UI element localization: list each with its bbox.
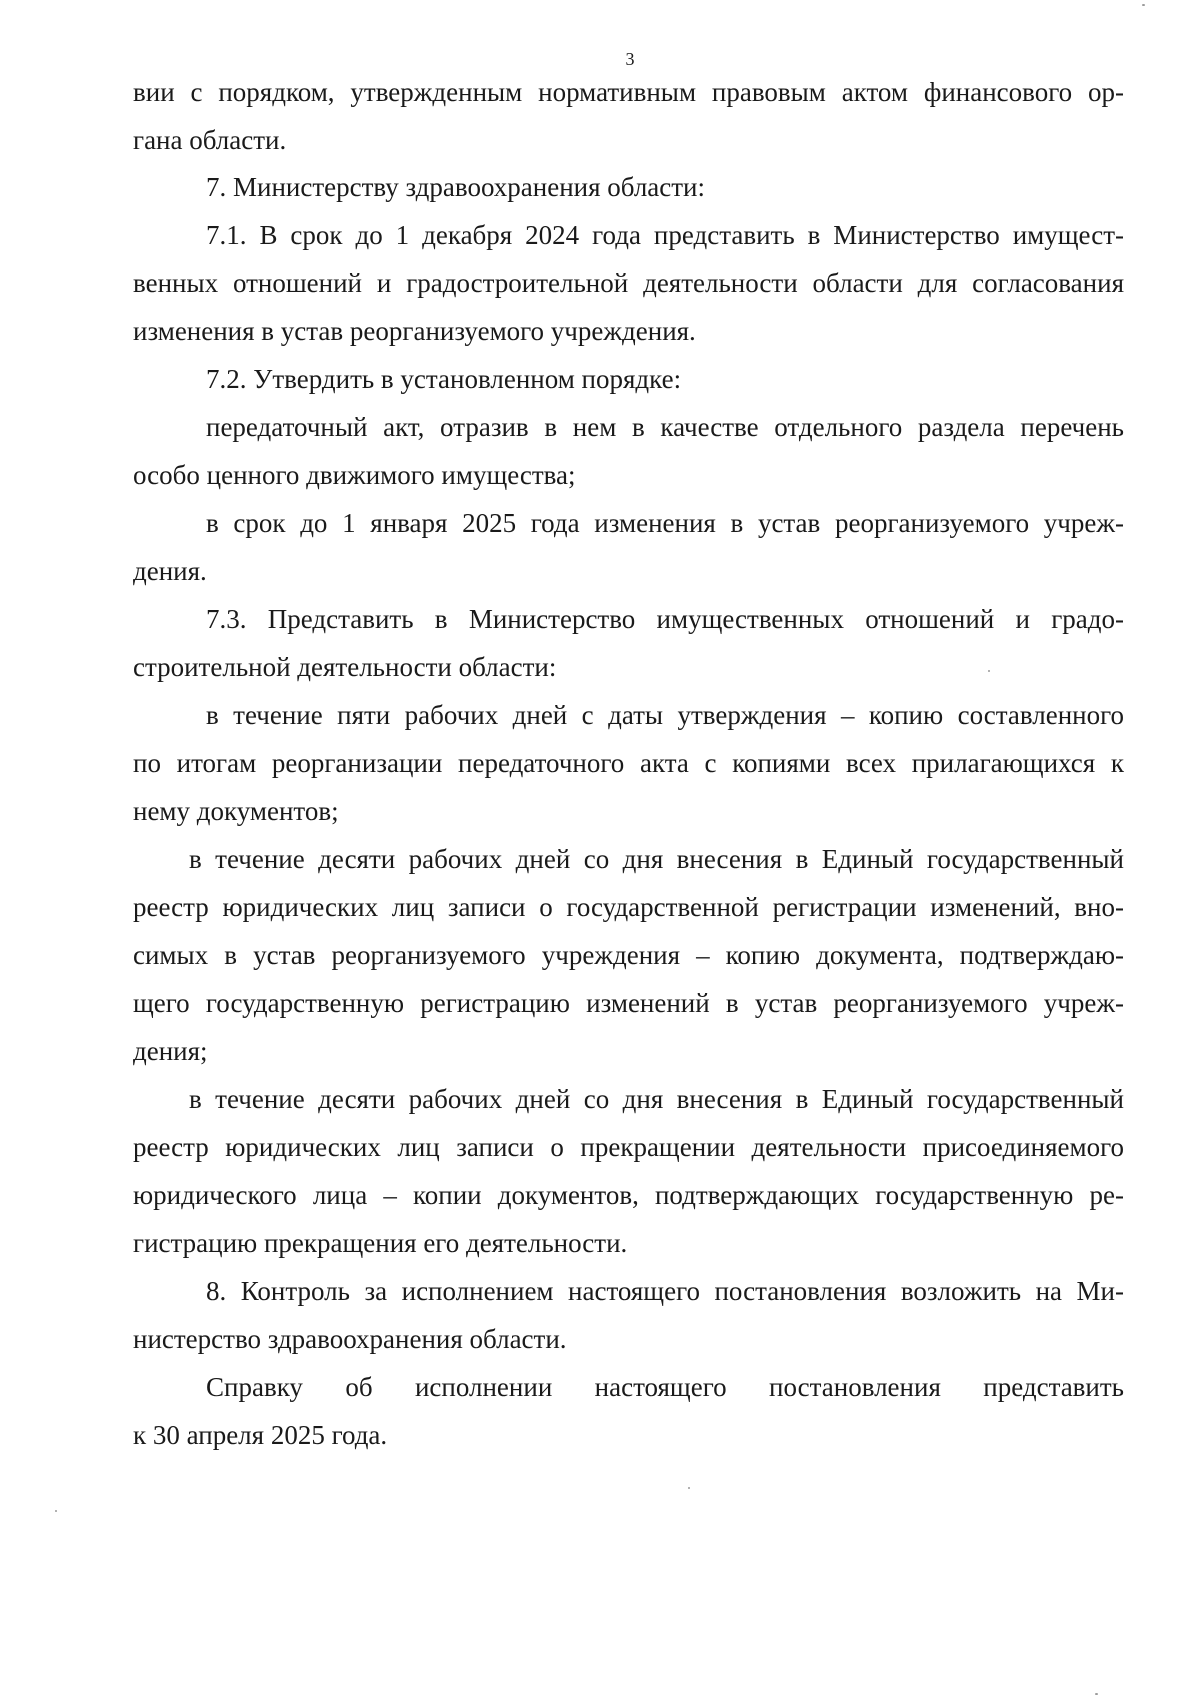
text-line: в срок до 1 января 2025 года изменения в устав реорганизуемого учреж- bbox=[206, 508, 1124, 538]
scan-speck bbox=[55, 1510, 57, 1512]
scan-speck bbox=[1142, 4, 1145, 6]
scan-speck bbox=[688, 1487, 690, 1489]
text-line: вии с порядком, утвержденным нормативным правовым актом финансового ор- bbox=[133, 77, 1124, 107]
text-line: гана области. bbox=[133, 125, 287, 155]
text-line: передаточный акт, отразив в нем в качестве отдельного раздела перечень bbox=[206, 412, 1124, 442]
scan-speck bbox=[1095, 1693, 1098, 1695]
text-line: в течение десяти рабочих дней со дня внесения в Единый государственный bbox=[189, 1084, 1124, 1114]
text-line: особо ценного движимого имущества; bbox=[133, 460, 576, 490]
text-line: Справку об исполнении настоящего постановления представить bbox=[206, 1372, 1124, 1402]
paragraph-7-1: 7.1. В срок до 1 декабря 2024 года представить в Министерство имущест- bbox=[206, 220, 1124, 250]
paragraph-7-2: 7.2. Утвердить в установленном порядке: bbox=[206, 364, 682, 394]
text-line: симых в устав реорганизуемого учреждения – копию документа, подтверждаю- bbox=[133, 940, 1124, 970]
text-line: дения. bbox=[133, 556, 207, 586]
text-line: строительной деятельности области: bbox=[133, 652, 557, 682]
text-line: дения; bbox=[133, 1036, 208, 1066]
text-line: в течение десяти рабочих дней со дня внесения в Единый государственный bbox=[189, 844, 1124, 874]
paragraph-7-3: 7.3. Представить в Министерство имущественных отношений и градо- bbox=[206, 604, 1124, 634]
text-line: в течение пяти рабочих дней с даты утверждения – копию составленного bbox=[206, 700, 1124, 730]
text-line: гистрацию прекращения его деятельности. bbox=[133, 1228, 628, 1258]
text-line: нему документов; bbox=[133, 796, 339, 826]
text-line: юридического лица – копии документов, подтверждающих государственную ре- bbox=[133, 1180, 1124, 1210]
paragraph-8: 8. Контроль за исполнением настоящего постановления возложить на Ми- bbox=[206, 1276, 1124, 1306]
scan-speck bbox=[988, 670, 990, 672]
text-line: реестр юридических лиц записи о прекращении деятельности присоединяемого bbox=[133, 1132, 1124, 1162]
text-line: нистерство здравоохранения области. bbox=[133, 1324, 567, 1354]
text-line: реестр юридических лиц записи о государственной регистрации изменений, вно- bbox=[133, 892, 1124, 922]
page-number: 3 bbox=[625, 49, 635, 69]
text-line: изменения в устав реорганизуемого учреждения. bbox=[133, 316, 696, 346]
paragraph-7-heading: 7. Министерству здравоохранения области: bbox=[206, 172, 706, 202]
text-line: щего государственную регистрацию изменений в устав реорганизуемого учреж- bbox=[133, 988, 1124, 1018]
text-line: венных отношений и градостроительной деятельности области для согласования bbox=[133, 268, 1124, 298]
text-line: к 30 апреля 2025 года. bbox=[133, 1420, 388, 1450]
text-line: по итогам реорганизации передаточного акта с копиями всех прилагающихся к bbox=[133, 748, 1124, 778]
